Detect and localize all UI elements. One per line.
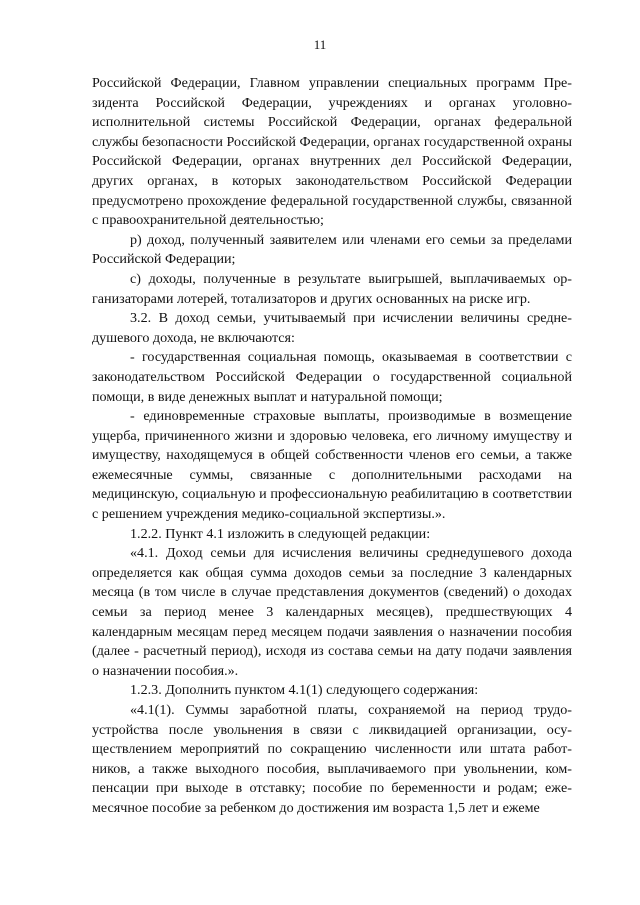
paragraph-4: 3.2. В доход семьи, учитываемый при исчислении величины среднедушевого дохода, не включаются: [92,310,572,346]
paragraph-6: - единовременные страховые выплаты, производимые в возмещение ущерба, причиненного жизни и здоровью человека, его личному имуществу и имуществу, находящемуся в общей собственности членов его семьи, а также ежемесячные суммы, связанные с дополнительными расходами на медицинскую, социальную и профессиональную реабилитацию в соответствии с решением учреждения медико-социальной экспертизы.». [92,408,572,523]
paragraph-2: р) доход, полученный заявителем или членами его семьи за пределами Российской Федерации; [92,231,572,268]
paragraph-9: 1.2.3. Дополнить пунктом 4.1(1) следующего содержания: [130,682,479,699]
paragraph-8: «4.1. Доход семьи для исчисления величины среднедушевого дохода определяется как общая сумма доходов семьи за последние 3 календарных месяца (в том числе в случае представления документов (сведений) о доходах семьи за период менее 3 календарных месяцев), предшествующих 4 календарным месяцам перед месяцем подачи заявления о назначении пособия (далее - расчетный период), исходя из состава семьи на дату подачи заявления о назначении пособия.». [92,545,572,679]
paragraph-1: Российской Федерации, Главном управлении специальных программ Президента Российской Федерации, учреждениях и органах уголовно-исполнительной системы Российской Федерации, органах федеральной службы безопасности Российской Федерации, органах государственной охраны Российской Федерации, органах внутренних дел Российской Федерации, других органах, в которых законодательством Российской Федерации предусмотрено прохождение федеральной государственной службы, связанной с правоохранительной деятельностью; [92,75,572,229]
paragraph-3: с) доходы, полученные в результате выигрышей, выплачиваемых организаторами лотерей, тотализаторов и других основанных на риске игр. [92,270,572,307]
paragraph-5: - государственная социальная помощь, оказываемая в соответствии с законодательством Российской Федерации о государственной социальной помощи, в виде денежных выплат и натуральной помощи; [92,349,572,405]
paragraph-10: «4.1(1). Суммы заработной платы, сохраняемой на период трудоустройства после увольнения в связи с ликвидацией организации, осуществлением мероприятий по сокращению численности или штата работников, а также выходного пособия, выплачиваемого при увольнении, компенсации при выходе в отставку; пособие по беременности и родам; ежeмесячное пособие за ребенком до достижения им возраста 1,5 лет и ежеме [92,702,572,816]
paragraph-7: 1.2.2. Пункт 4.1 изложить в следующей редакции: [130,525,431,542]
page-number: 11 [313,37,327,52]
document-body [92,74,572,819]
